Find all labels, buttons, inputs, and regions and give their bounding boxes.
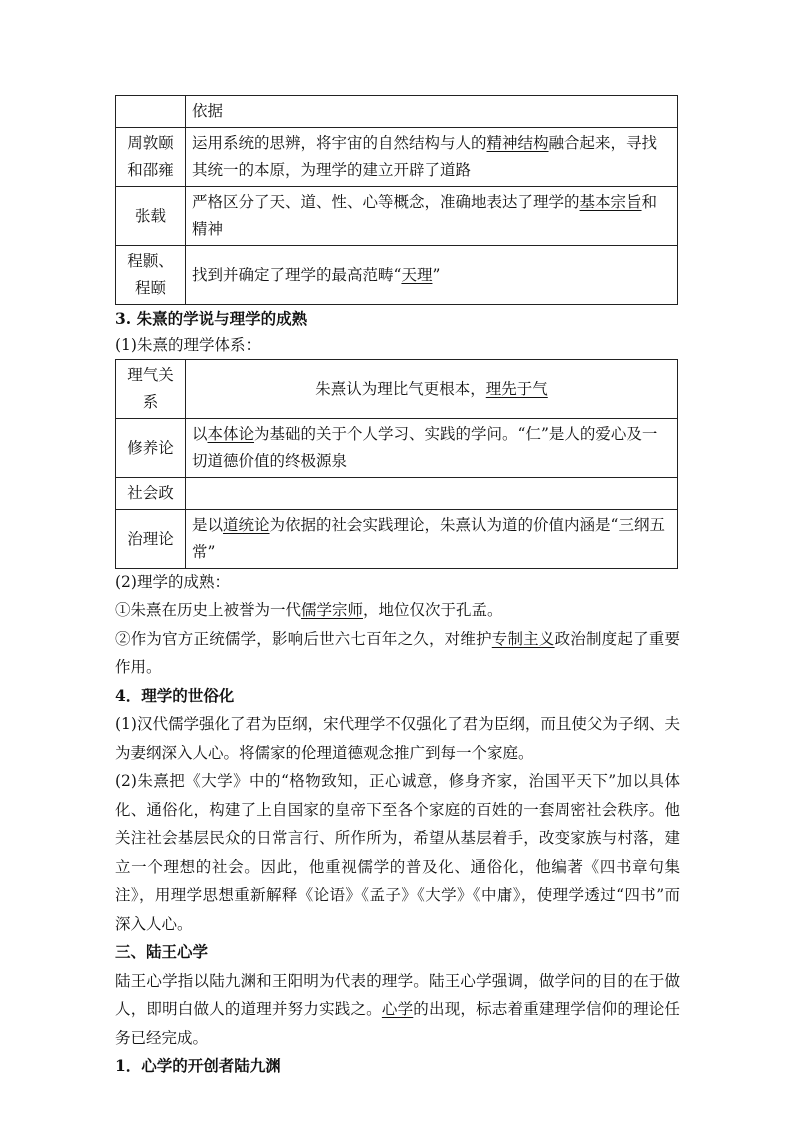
key-term: 道统论 [223,516,270,534]
row-content: 找到并确定了理学的最高范畴“天理” [186,246,678,305]
key-term: 本体论 [207,425,255,443]
key-term: 儒学宗师 [301,601,364,619]
row-label: 张载 [116,187,186,246]
sub-heading: (2)理学的成熟： [115,573,230,591]
section-heading: 4．理学的世俗化 [115,685,235,705]
key-term: 天理 [401,265,433,284]
lixue-founders-table [115,95,678,305]
paragraph: (1)汉代儒学强化了君为臣纲，宋代理学不仅强化了君为臣纲，而且使父为子纲、夫为妻纲深入人心。将儒家的伦理道德观念推广到每一个家庭。 [115,715,680,762]
section-heading: 三、陆王心学 [115,942,209,961]
table-row [116,187,678,246]
row-label: 程颢、 程颐 [116,246,186,305]
table-row [116,419,678,478]
row-label: 理气关系 [116,360,186,419]
sub-heading: (1)朱熹的理学体系： [115,336,261,354]
row-content: 以本体论为基础的关于个人学习、实践的学问。“仁”是人的爱心及一切道德价值的终极源泉 [186,419,678,478]
table-row [116,478,678,510]
table-row [116,128,678,187]
row-content-empty [186,478,678,510]
paragraph: 陆王心学指以陆九渊和王阳明为代表的理学。陆王心学强调，做学问的目的在于做人，即明白做人的道理并努力实践之。心学的出现，标志着重建理学信仰的理论任务已经完成。 [115,971,680,1047]
table-row [116,510,678,569]
row-label: 治理论 [116,510,186,569]
document-page [115,95,680,1081]
table-cell-empty [116,96,186,128]
list-item: ①朱熹在历史上被誉为一代儒学宗师，地位仅次于孔孟。 [115,601,503,619]
row-label: 修养论 [116,419,186,478]
key-term: 专制主义 [491,629,555,648]
row-content: 运用系统的思辨，将宇宙的自然结构与人的精神结构融合起来，寻找其统一的本原，为理学的建立开辟了道路 [186,128,678,187]
row-content: 朱熹认为理比气更根本，理先于气 [186,360,678,419]
row-label: 社会政 [116,478,186,510]
row-content: 严格区分了天、道、性、心等概念，准确地表达了理学的基本宗旨和精神 [186,187,678,246]
row-content: 是以道统论为依据的社会实践理论，朱熹认为道的价值内涵是“三纲五常” [186,510,678,569]
row-label: 周敦颐 和邵雍 [116,128,186,187]
table-row [116,246,678,305]
key-term: 精神结构 [486,134,549,152]
key-term: 理先于气 [485,379,548,398]
table-row [116,96,678,128]
table-cell: 依据 [186,96,678,128]
table-row [116,360,678,419]
sub-heading: 1．心学的开创者陆九渊 [115,1056,281,1075]
key-term: 心学 [381,1000,414,1018]
section-heading: 3. 朱熹的学说与理学的成熟 [115,309,308,328]
zhuxi-system-table [115,359,678,569]
key-term: 基本宗旨 [579,193,642,211]
list-item: ②作为官方正统儒学，影响后世六七百年之久，对维护专制主义政治制度起了重要作用。 [115,629,680,676]
paragraph: (2)朱熹把《大学》中的“格物致知，正心诚意，修身齐家，治国平天下”加以具体化、通俗化，构建了上自国家的皇帝下至各个家庭的百姓的一套周密社会秩序。他关注社会基层民众的日常言行、所作所为，希望从基层着手，改变家族与村落，建立一个理想的社会。因此，他重视儒学的普及化、通俗化，他编著《四书章句集注》，用理学思想重新解释《论语》《孟子》《大学》《中庸》，使理学透过“四书”而深入人心。 [115,772,680,933]
